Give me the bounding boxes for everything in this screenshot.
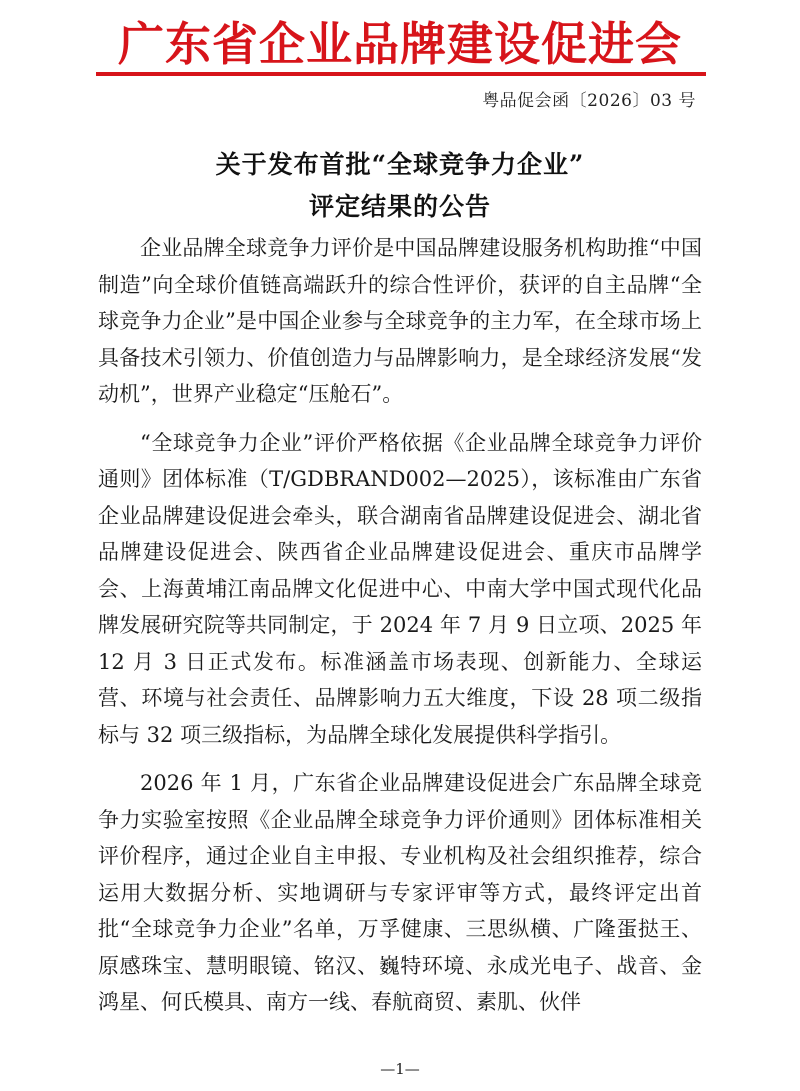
header-red-rule	[96, 72, 706, 76]
paragraph-2: “全球竞争力企业”评价严格依据《企业品牌全球竞争力评价通则》团体标准（T/GDBRAND002—2025），该标准由广东省企业品牌建设促进会牵头，联合湖南省品牌建设促进会、湖北省品牌建设促进会、陕西省企业品牌建设促进会、重庆市品牌学会、上海黄埔江南品牌文化促进中心、中南大学中国式现代化品牌发展研究院等共同制定，于 2024 年 7 月 9 日立项、2025 年 12 月 3 日正式发布。标准涵盖市场表现、创新能力、全球运营、环境与社会责任、品牌影响力五大维度，下设 28 项二级指标与 32 项三级指标，为品牌全球化发展提供科学指引。	[98, 430, 702, 747]
page-number: —1—	[380, 1060, 420, 1078]
body-text	[98, 230, 702, 1021]
paragraph-3: 2026 年 1 月，广东省企业品牌建设促进会广东品牌全球竞争力实验室按照《企业品牌全球竞争力评价通则》团体标准相关评价程序，通过企业自主申报、专业机构及社会组织推荐，综合运用大数据分析、实地调研与专家评审等方式，最终评定出首批“全球竞争力企业”名单，万孚健康、三思纵横、广隆蛋挞王、原感珠宝、慧明眼镜、铭汉、巍特环境、永成光电子、战音、金鸿星、何氏模具、南方一线、春航商贸、素肌、伙伴	[98, 771, 702, 1014]
doc-title-line-1: 关于发布首批“全球竞争力企业”	[215, 150, 585, 179]
doc-number: 粤品促会函〔2026〕03 号	[482, 91, 696, 111]
org-title: 广东省企业品牌建设促进会	[118, 17, 682, 71]
doc-title-line-2: 评定结果的公告	[308, 192, 491, 221]
paragraph-1: 企业品牌全球竞争力评价是中国品牌建设服务机构助推“中国制造”向全球价值链高端跃升的综合性评价，获评的自主品牌“全球竞争力企业”是中国企业参与全球竞争的主力军，在全球市场上具备技术引领力、价值创造力与品牌影响力，是全球经济发展“发动机”，世界产业稳定“压舱石”。	[98, 236, 702, 406]
